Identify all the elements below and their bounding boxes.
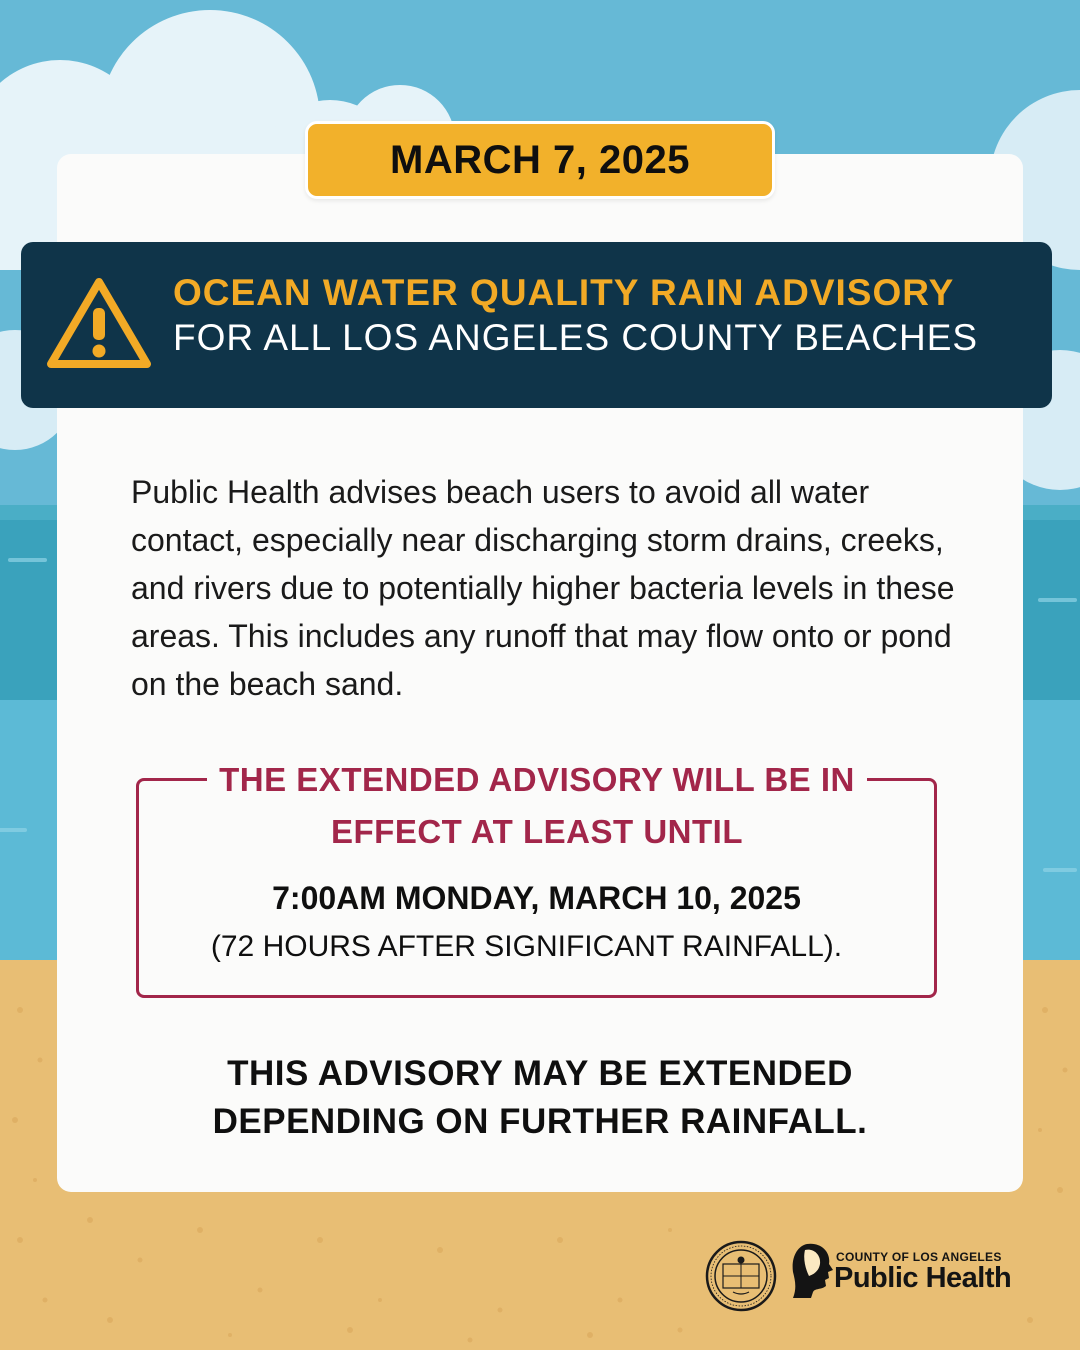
county-seal-icon: [705, 1240, 777, 1312]
banner-title: OCEAN WATER QUALITY RAIN ADVISORY: [173, 272, 955, 313]
until-datetime: 7:00AM MONDAY, MARCH 10, 2025: [272, 880, 801, 916]
extended-heading: [180, 754, 894, 858]
date-badge: MARCH 7, 2025: [305, 121, 775, 199]
extended-heading-line1: THE EXTENDED ADVISORY WILL BE IN: [207, 761, 867, 798]
advisory-body: Public Health advises beach users to avoid all water contact, especially near discharging storm drains, creeks, and rivers due to potentially higher bacteria levels in these areas. This includes any runoff that may flow onto or pond on the beach sand.: [131, 474, 955, 702]
extension-notice-line1: THIS ADVISORY MAY BE EXTENDED: [227, 1054, 853, 1093]
banner-subtitle: FOR ALL LOS ANGELES COUNTY BEACHES: [173, 317, 979, 358]
extended-heading-line2: EFFECT AT LEAST UNTIL: [319, 813, 755, 850]
logo-county-text: COUNTY OF LOS ANGELES: [836, 1250, 1002, 1264]
logo-public-health-text: Public Health: [834, 1262, 1012, 1294]
extension-notice: [57, 1050, 1023, 1146]
extension-notice-line2: DEPENDING ON FURTHER RAINFALL.: [212, 1102, 868, 1141]
until-note: (72 HOURS AFTER SIGNIFICANT RAINFALL).: [210, 930, 843, 963]
public-health-profile-icon: [787, 1240, 837, 1300]
warning-triangle-icon: [45, 274, 153, 372]
